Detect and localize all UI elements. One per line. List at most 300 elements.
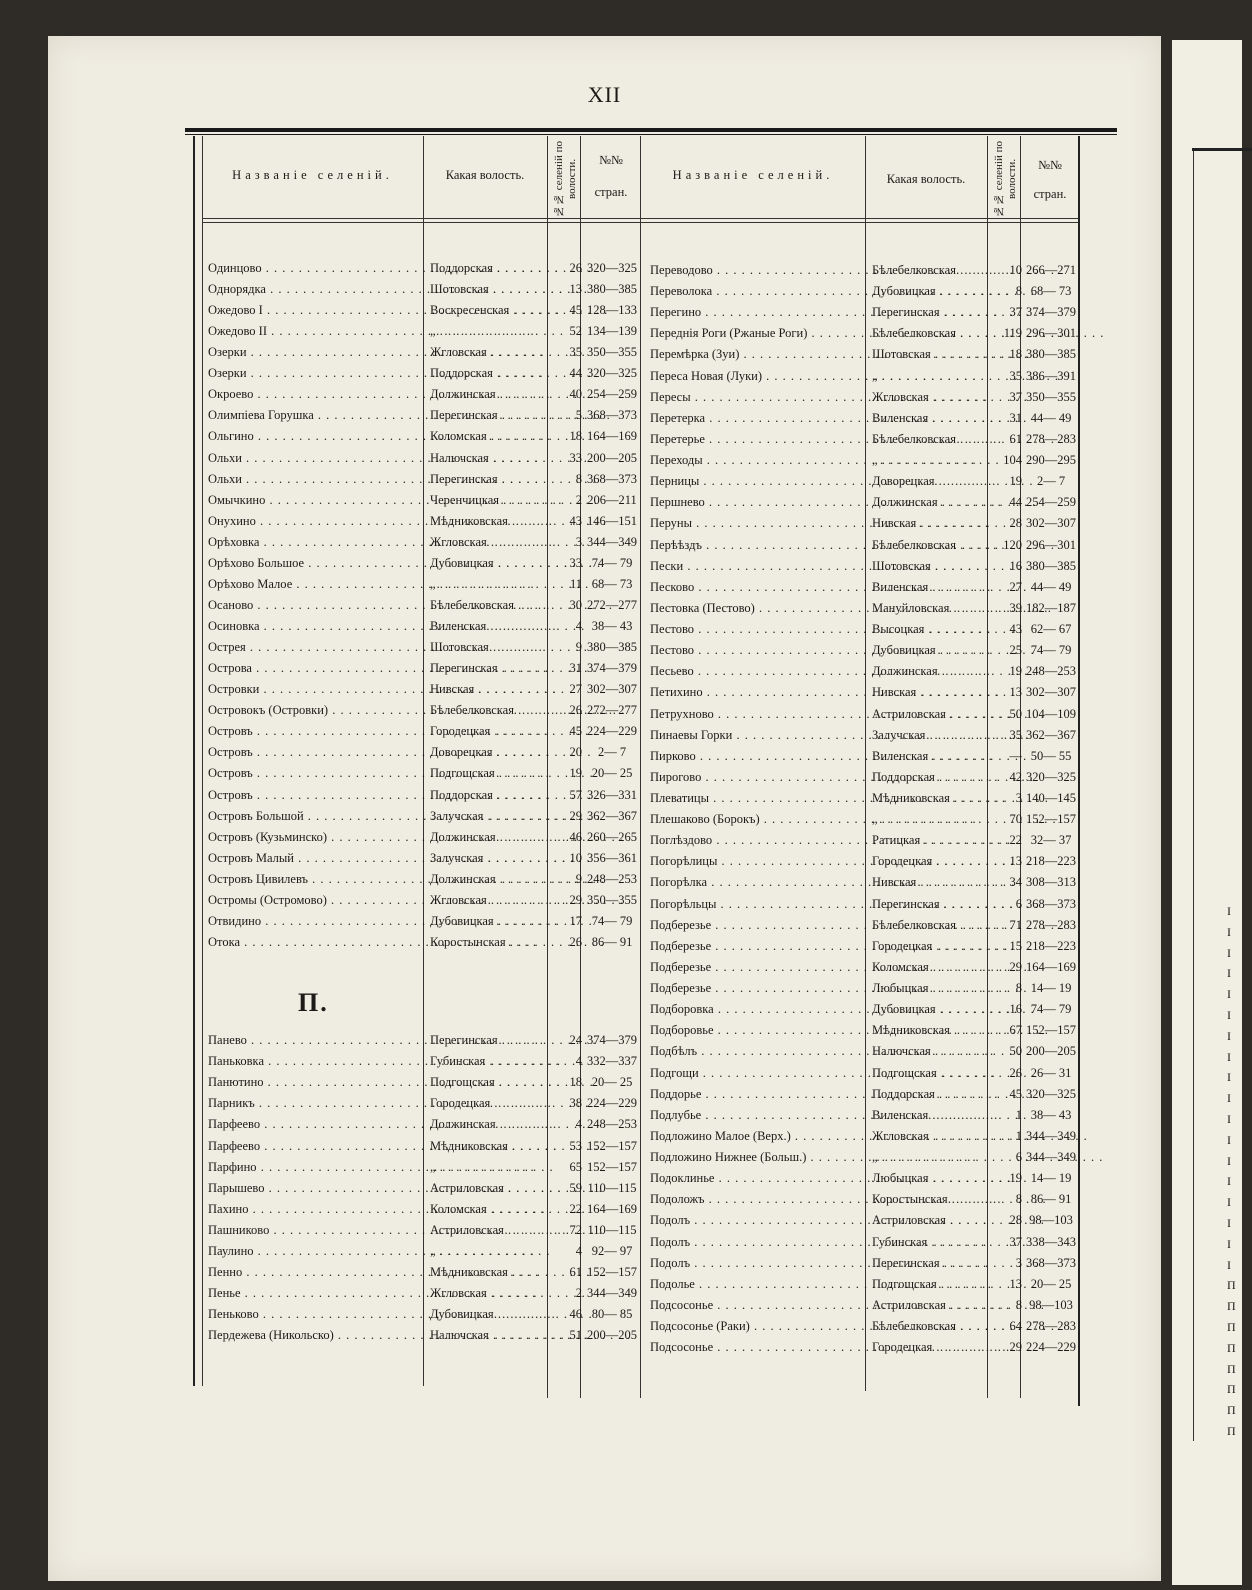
volost-name: Нивская . . . <box>430 679 544 699</box>
volost-name: Бѣлебелковская . . . <box>872 323 984 343</box>
page-range: 74— 79 <box>591 555 633 570</box>
volost-name: „ . . . <box>430 1157 544 1177</box>
village-number: 43 <box>569 513 582 528</box>
volost-name: Астриловская . . . <box>872 1295 984 1315</box>
village-name: Переднія Роги (Ржаные Роги) . . . <box>650 323 866 343</box>
village-number: 10 <box>569 850 582 865</box>
village-name: Подберезье . . . <box>650 978 866 998</box>
table-row <box>0 1253 1230 1273</box>
volost-name: Черенчицкая . . . <box>430 490 544 510</box>
page-range: 164—169 <box>1026 959 1076 974</box>
village-number: 120 <box>1003 537 1022 552</box>
village-number: 6 <box>1015 896 1022 911</box>
village-number: 35 <box>1009 368 1022 383</box>
page-range: 218—223 <box>1026 854 1076 869</box>
page-range: 110—115 <box>587 1222 637 1237</box>
volost-name: Поддорская . . . <box>872 767 984 787</box>
volost-name: Шотовская . . . <box>430 279 544 299</box>
volost-name: Коломская . . . <box>430 1199 544 1219</box>
village-name: Петихино . . . <box>650 682 866 702</box>
volost-name: Перегинская . . . <box>872 894 984 914</box>
page-range: 356—361 <box>587 850 637 865</box>
village-name: Поддорье . . . <box>650 1084 866 1104</box>
village-number: 13 <box>1009 1276 1022 1291</box>
village-name: Подоложъ . . . <box>650 1189 866 1209</box>
village-number: 45 <box>569 303 582 318</box>
village-number: 40 <box>569 387 582 402</box>
village-name: Подложино Малое (Верх.) . . . <box>650 1126 866 1146</box>
village-name: Парфино . . . <box>208 1157 424 1177</box>
volost-name: Любыцкая . . . <box>872 978 984 998</box>
page-range: 338—343 <box>1026 1234 1076 1249</box>
village-number: 8 <box>575 471 582 486</box>
page-range: 278—283 <box>1026 917 1076 932</box>
page-range: 320—325 <box>1026 769 1076 784</box>
page-range: 302—307 <box>1026 516 1076 531</box>
page-range: 248—253 <box>587 871 637 886</box>
volost-name: Мѣдниковская . . . <box>430 511 544 531</box>
volost-name: Ратицкая . . . <box>872 830 984 850</box>
village-number: 17 <box>569 913 582 928</box>
village-number: 22 <box>1009 833 1022 848</box>
village-number: 26 <box>569 703 582 718</box>
table-row <box>0 1210 1230 1230</box>
volost-name: „ . . . <box>872 450 984 470</box>
village-name: Островъ Малый . . . <box>208 848 424 868</box>
page-range: 200—205 <box>587 1328 637 1343</box>
village-name: Подборовье . . . <box>650 1020 866 1040</box>
volost-name: Жгловская . . . <box>430 342 544 362</box>
header-num: №№ селеній по волости. <box>993 141 1019 217</box>
page-range: 326—331 <box>587 787 637 802</box>
page-range: 68— 73 <box>591 576 633 591</box>
village-number: 43 <box>1009 622 1022 637</box>
village-name: Однорядка . . . <box>208 279 424 299</box>
volost-name: Мѣдниковская . . . <box>872 788 984 808</box>
village-name: Подберезье . . . <box>650 915 866 935</box>
table-row <box>0 809 1230 829</box>
volost-name: Шотовская . . . <box>872 344 984 364</box>
page-range: 200—205 <box>587 450 637 465</box>
village-number: 27 <box>569 682 582 697</box>
village-name: Подлубье . . . <box>650 1105 866 1125</box>
volost-name: „ . . . <box>872 1147 984 1167</box>
page-range: 92— 97 <box>591 1244 633 1258</box>
village-name: Ольгино . . . <box>208 426 424 446</box>
village-number: 1 <box>1015 1107 1022 1122</box>
village-name: Осаново . . . <box>208 595 424 615</box>
table-row <box>0 851 1230 871</box>
village-number: 35 <box>569 345 582 360</box>
page-range: 200—205 <box>1026 1044 1076 1059</box>
next-page-mark: I <box>1227 1049 1231 1064</box>
table-row <box>0 915 1230 935</box>
village-number: 64 <box>1009 1319 1022 1333</box>
table-row <box>0 1084 1230 1104</box>
village-number: 67 <box>1009 1023 1022 1038</box>
page-range: 68— 73 <box>1030 284 1072 299</box>
page-range: 350—355 <box>587 345 637 360</box>
next-page-mark: I <box>1227 1216 1231 1230</box>
table-row <box>0 1337 1230 1357</box>
volost-name: Должинская . . . <box>430 1114 544 1134</box>
village-name: Остромы (Остромово) . . . <box>208 890 424 910</box>
page-range: 344—349 <box>1026 1150 1076 1165</box>
village-number: 26 <box>569 261 582 275</box>
page-range: 224—229 <box>587 1096 637 1111</box>
page-range: 380—385 <box>1026 558 1076 573</box>
page-range: 374—379 <box>587 1033 637 1047</box>
village-name: Переса Новая (Луки) . . . <box>650 366 866 386</box>
table-row <box>0 1063 1230 1083</box>
village-number: 72 <box>569 1222 582 1237</box>
section-letter: П. <box>298 988 329 1017</box>
village-name: Отвидино . . . <box>208 911 424 931</box>
next-page-mark: I <box>1227 1132 1231 1147</box>
page-range: 278—283 <box>1026 1319 1076 1333</box>
table-row <box>0 1316 1230 1336</box>
page-range: 362—367 <box>587 808 637 823</box>
volost-name: Мѣдниковская . . . <box>430 1136 544 1156</box>
village-number: 16 <box>1009 558 1022 573</box>
table-row <box>0 619 1230 639</box>
volost-name: Нивская . . . <box>872 682 984 702</box>
village-number: 2 <box>575 492 582 507</box>
table-row <box>0 1168 1230 1188</box>
header-pages-bottom: стран. <box>1033 187 1067 201</box>
page-range: 50— 55 <box>1030 748 1072 763</box>
table-row <box>0 471 1230 491</box>
table-row <box>0 1189 1230 1209</box>
next-page-mark: П <box>1227 1278 1236 1293</box>
village-number: 34 <box>1009 875 1022 890</box>
table-row <box>0 492 1230 512</box>
page-range: 302—307 <box>1026 685 1076 700</box>
page-range: 302—307 <box>587 682 637 697</box>
table-row <box>0 366 1230 386</box>
table-row <box>0 577 1230 597</box>
next-page-mark: I <box>1227 1236 1231 1251</box>
volost-name: Бѣлебелковская . . . <box>430 700 544 720</box>
volost-name: Коростынская . . . <box>430 932 544 952</box>
village-number: 30 <box>569 597 582 612</box>
village-name: Парфеево . . . <box>208 1136 424 1156</box>
village-number: 13 <box>569 282 582 297</box>
page-range: 296—301 <box>1026 326 1076 341</box>
next-page-mark: П <box>1227 1424 1236 1438</box>
table-row <box>0 978 1230 998</box>
table-row <box>0 1274 1230 1294</box>
volost-name: Дубовицкая . . . <box>430 911 544 931</box>
village-number: 19 <box>1009 474 1022 489</box>
page-range: 260—265 <box>587 829 637 844</box>
village-name: Парникъ . . . <box>208 1093 424 1113</box>
village-name: Паньковка . . . <box>208 1051 424 1071</box>
page-range: 164—169 <box>587 429 637 444</box>
village-number: 19 <box>1009 1171 1022 1186</box>
volost-name: Городецкая . . . <box>872 936 984 956</box>
village-number: 3 <box>575 534 582 549</box>
village-number: 28 <box>1009 516 1022 531</box>
volost-name: Налючская . . . <box>430 1325 544 1345</box>
volost-name: Перегинская . . . <box>430 658 544 678</box>
header-pages-top: №№ <box>1038 158 1062 172</box>
table-row <box>0 1041 1230 1061</box>
village-name: Подложино Нижнее (Больш.) . . . <box>650 1147 866 1167</box>
table-row <box>0 640 1230 660</box>
village-number: 3 <box>1015 1255 1022 1270</box>
village-number: 22 <box>569 1201 582 1216</box>
page-range: 74— 79 <box>1030 643 1072 658</box>
village-number: 6 <box>1015 1150 1022 1165</box>
page-range: 266—271 <box>1026 263 1076 277</box>
village-name: Пересы . . . <box>650 387 866 407</box>
village-name: Пирогово . . . <box>650 767 866 787</box>
village-name: Подолье . . . <box>650 1274 866 1294</box>
volost-name: Подгощская . . . <box>872 1274 984 1294</box>
page-range: 290—295 <box>1026 453 1076 468</box>
village-name: Орѣховка . . . <box>208 532 424 552</box>
page-range: 254—259 <box>587 387 637 402</box>
village-number: 42 <box>1009 769 1022 784</box>
volost-name: Доворецкая . . . <box>872 471 984 491</box>
village-name: Песково . . . <box>650 577 866 597</box>
volost-name: „ . . . <box>872 809 984 829</box>
village-number: 19 <box>569 766 582 781</box>
page-range: 362—367 <box>1026 727 1076 742</box>
village-name: Пашниково . . . <box>208 1220 424 1240</box>
table-row <box>0 408 1230 428</box>
volost-name: Поддорская . . . <box>872 1084 984 1104</box>
village-name: Озерки . . . <box>208 363 424 383</box>
table-row <box>0 704 1230 724</box>
village-number: 29 <box>569 808 582 823</box>
page-range: 386—391 <box>1026 368 1076 383</box>
volost-name: Городецкая . . . <box>872 851 984 871</box>
page-range: 350—355 <box>1026 389 1076 404</box>
village-number: 18 <box>1009 347 1022 362</box>
village-name: Петрухново . . . <box>650 704 866 724</box>
header-rule <box>202 222 1078 223</box>
village-number: 8 <box>1015 1297 1022 1312</box>
table-row <box>0 1105 1230 1125</box>
table-row <box>0 302 1230 322</box>
volost-name: Коломская . . . <box>872 957 984 977</box>
volost-name: Бѣлебелковская . . . <box>872 1316 984 1336</box>
village-name: Перницы . . . <box>650 471 866 491</box>
page-range: 98—103 <box>1029 1213 1073 1228</box>
next-page-mark: I <box>1227 924 1231 939</box>
page-range: 20— 25 <box>1030 1276 1072 1291</box>
volost-name: Должинская . . . <box>872 661 984 681</box>
village-number: 50 <box>1009 706 1022 721</box>
next-page-mark: I <box>1227 945 1231 960</box>
page-range: 278—283 <box>1026 431 1076 446</box>
village-number: 5 <box>575 408 582 423</box>
page-range: 224—229 <box>587 724 637 739</box>
village-number: 59 <box>569 1180 582 1195</box>
volost-name: Дубовицкая . . . <box>872 281 984 301</box>
next-page-rule <box>1192 148 1252 151</box>
volost-name: Мѣдниковская . . . <box>430 1262 544 1282</box>
page-range: 320—325 <box>1026 1086 1076 1101</box>
page-range: 380—385 <box>587 282 637 297</box>
village-number: 3 <box>1015 791 1022 805</box>
village-number: 45 <box>569 724 582 739</box>
volost-name: Перегинская . . . <box>872 1253 984 1273</box>
page-range: 350—355 <box>587 892 637 907</box>
village-name: Онухино . . . <box>208 511 424 531</box>
village-name: Парышево . . . <box>208 1178 424 1198</box>
volost-name: Доворецкая . . . <box>430 742 544 762</box>
page-range: 344—349 <box>1026 1128 1076 1143</box>
village-name: Перѣѣздъ . . . <box>650 535 866 555</box>
page-range: 206—211 <box>587 492 637 507</box>
village-name: Поглѣздово . . . <box>650 830 866 850</box>
page-range: 62— 67 <box>1030 622 1072 637</box>
volost-name: Залучская . . . <box>872 725 984 745</box>
volost-name: Бѣлебелковская . . . <box>430 595 544 615</box>
village-number: 8 <box>1015 284 1022 299</box>
page-range: 344—349 <box>587 534 637 549</box>
village-number: 119 <box>1003 326 1022 341</box>
village-name: Перуны . . . <box>650 513 866 533</box>
volost-name: Коломская . . . <box>430 426 544 446</box>
village-name: Островки . . . <box>208 679 424 699</box>
page-range: 20— 25 <box>591 766 633 781</box>
volost-name: Подгощская . . . <box>872 1063 984 1083</box>
village-name: Плешаково (Борокъ) . . . <box>650 809 866 829</box>
village-name: Островъ Большой . . . <box>208 806 424 826</box>
next-page-mark: I <box>1227 966 1231 981</box>
village-number: 52 <box>569 324 582 339</box>
village-number: 18 <box>569 429 582 444</box>
village-number: 50 <box>1009 1044 1022 1059</box>
village-number: 20 <box>569 745 582 760</box>
village-name: Пестово . . . <box>650 640 866 660</box>
village-name: Панево . . . <box>208 1030 424 1050</box>
village-number: 1 <box>1015 1128 1022 1143</box>
next-page-mark: I <box>1227 1008 1231 1022</box>
village-name: Островъ Цивилевъ . . . <box>208 869 424 889</box>
volost-name: Астриловская . . . <box>430 1220 544 1240</box>
table-row <box>0 661 1230 681</box>
page-range: 368—373 <box>587 408 637 423</box>
volost-name: Жгловская . . . <box>872 387 984 407</box>
page-range: 128—133 <box>587 303 637 318</box>
page-range: 254—259 <box>1026 495 1076 510</box>
village-number: 71 <box>1009 917 1022 932</box>
village-name: Олимпіева Горушка . . . <box>208 405 424 425</box>
village-name: Пеньково . . . <box>208 1304 424 1324</box>
village-name: Омычкино . . . <box>208 490 424 510</box>
village-name: Плеватицы . . . <box>650 788 866 808</box>
volost-name: Нивская . . . <box>872 513 984 533</box>
volost-name: Мѣдниковская . . . <box>872 1020 984 1040</box>
village-number: 13 <box>1009 685 1022 700</box>
table-row <box>0 767 1230 787</box>
village-number: 44 <box>1009 495 1022 510</box>
page-range: 26— 31 <box>1030 1065 1072 1080</box>
volost-name: Коростынская . . . <box>872 1189 984 1209</box>
village-name: Переволока . . . <box>650 281 866 301</box>
header-name: Названіе селеній. <box>672 168 834 182</box>
village-name: Паулино . . . <box>208 1241 424 1261</box>
volost-name: Перегинская . . . <box>872 302 984 322</box>
next-page-mark: I <box>1227 1091 1231 1106</box>
village-name: Островъ . . . <box>208 742 424 762</box>
header-pages-top: №№ <box>599 153 623 167</box>
village-name: Пестовка (Пестово) . . . <box>650 598 866 618</box>
volost-name: Перегинская . . . <box>430 1030 544 1050</box>
volost-name: Виленская . . . <box>430 616 544 636</box>
village-number: 104 <box>1003 453 1022 468</box>
village-name: Подгощи . . . <box>650 1063 866 1083</box>
village-name: Перетерка . . . <box>650 408 866 428</box>
village-name: Подсосонье . . . <box>650 1337 866 1357</box>
page-range: 344—349 <box>587 1286 637 1301</box>
volost-name: Должинская . . . <box>430 869 544 889</box>
page-range: 98—103 <box>1029 1297 1073 1312</box>
page-range: 308—313 <box>1026 875 1076 890</box>
village-name: Пенно . . . <box>208 1262 424 1282</box>
table-row <box>0 1020 1230 1040</box>
page-range: 134—139 <box>587 324 637 339</box>
village-number: 31 <box>1009 410 1022 425</box>
page-range: 368—373 <box>587 471 637 486</box>
volost-name: Подгощская . . . <box>430 763 544 783</box>
page-range: 248—253 <box>587 1117 637 1132</box>
page-range: 74— 79 <box>591 913 633 928</box>
village-name: Пинаевы Горки . . . <box>650 725 866 745</box>
page-range: 218—223 <box>1026 938 1076 953</box>
village-number: 61 <box>569 1265 582 1280</box>
page-range: 20— 25 <box>591 1075 633 1090</box>
page-range: 248—253 <box>1026 664 1076 679</box>
table-row <box>0 957 1230 977</box>
village-name: Подоклинье . . . <box>650 1168 866 1188</box>
page-range: 224—229 <box>1026 1340 1076 1355</box>
village-number: 9 <box>575 640 582 655</box>
page-range: 152—157 <box>587 1265 637 1280</box>
village-name: Подолъ . . . <box>650 1210 866 1230</box>
volost-name: Перегинская . . . <box>430 405 544 425</box>
table-row <box>0 830 1230 850</box>
village-number: — <box>1009 748 1022 763</box>
village-number: 38 <box>569 1096 582 1111</box>
village-name: Панютино . . . <box>208 1072 424 1092</box>
table-row <box>0 1126 1230 1146</box>
page-range: 296—301 <box>1026 537 1076 552</box>
village-name: Островъ (Кузьминско) . . . <box>208 827 424 847</box>
village-number: 27 <box>1009 579 1022 594</box>
volost-name: Городецкая . . . <box>872 1337 984 1357</box>
village-name: Орѣхово Малое . . . <box>208 574 424 594</box>
volost-name: Должинская . . . <box>430 827 544 847</box>
next-page-mark: I <box>1227 1070 1231 1085</box>
village-number: 53 <box>569 1138 582 1153</box>
next-page-mark: П <box>1227 1382 1236 1397</box>
village-number: 16 <box>1009 1002 1022 1017</box>
village-name: Парфеево . . . <box>208 1114 424 1134</box>
village-number: 4 <box>575 1244 582 1258</box>
village-name: Орѣхово Большое . . . <box>208 553 424 573</box>
village-name: Першнево . . . <box>650 492 866 512</box>
table-row <box>0 450 1230 470</box>
next-page-mark: П <box>1227 1403 1236 1418</box>
table-row <box>0 556 1230 576</box>
page-range: 38— 43 <box>591 619 633 634</box>
